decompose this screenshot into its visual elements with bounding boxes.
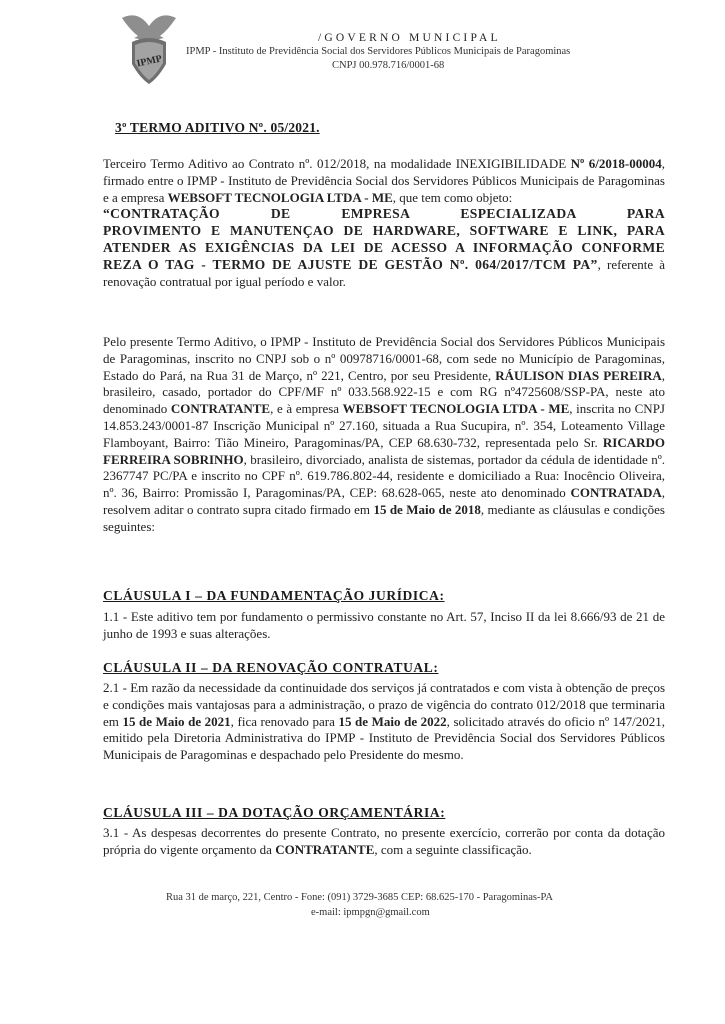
intro-paragraph: Terceiro Termo Aditivo ao Contrato nº. 012/2018, na modalidade INEXIGIBILIDADE Nº 6/2018-00004, firmado entre o IPMP - Instituto de Previdência Social dos Servidores Públicos Municipais de Paragominas e a empresa WEBSOFT TECNOLOGIA LTDA - ME, que tem como objeto: “CONTRATAÇÃO DE EMPRESA ESPECIALIZADA PARA PROVIMENTO E MANUTENÇAO DE HARDWARE, SOFTWARE E LINK, PARA ATENDER AS EXIGÊNCIAS DA LEI DE ACESSO A INFORMAÇÃO CONFORME REZA O TAG - TERMO DE AJUSTE DE GESTÃO Nº. 064/2017/TCM PA”, referente à renovação contratual por igual período e valor. (103, 156, 665, 289)
footer-address: Rua 31 de março, 221, Centro - Fone: (091) 3729-3685 CEP: 68.625-170 - Paragominas-PA (166, 892, 553, 903)
clause-1-text: 1.1 - Este aditivo tem por fundamento o permissivo constante no Art. 57, Inciso II da lei 8.666/93 de 21 de junho de 1993 e suas alterações. (103, 609, 665, 641)
contract-object-line-2: PROVIMENTO E MANUTENÇAO DE HARDWARE, SOFTWARE E LINK, PARA (103, 223, 665, 239)
logo-text: IPMP (135, 53, 163, 70)
institute-name: IPMP - Instituto de Previdência Social dos Servidores Públicos Municipais de Paragominas (186, 46, 571, 57)
contract-object-line-3: ATENDER AS EXIGÊNCIAS DA LEI DE ACESSO A INFORMAÇÃO CONFORME (103, 239, 665, 255)
document-title: 3º TERMO ADITIVO Nº. 05/2021. (115, 120, 320, 135)
clause-2-text: 2.1 - Em razão da necessidade da continuidade dos serviços já contratados e com vista à obtenção de preços e condições mais vantajosas para a administração, o prazo de vigência do contrato 012/2018 que terminaria em 15 de Maio de 2021, fica renovado para 15 de Maio de 2022, solicitado através do oficio nº 147/2021, emitido pela Diretoria Administrativa do IPMP - Instituto de Previdência Social dos Servidores Públicos Municipais de Paragominas e despachado pelo Presidente do mesmo. (103, 680, 665, 763)
ipmp-logo-icon (118, 8, 180, 86)
clause-3-heading: CLÁUSULA III – DA DOTAÇÃO ORÇAMENTÁRIA: (103, 805, 446, 820)
parties-paragraph: Pelo presente Termo Aditivo, o IPMP - Instituto de Previdência Social dos Servidores Públicos Municipais de Paragominas, inscrito no CNPJ sob o nº 00978716/0001-68, com sede no Município de Paragominas, Estado do Pará, na Rua 31 de Março, nº 221, Centro, por seu Presidente, RÁULISON DIAS PEREIRA, brasileiro, casado, portador do CPF/MF nº 033.568.922-15 e com RG nº4725608/SSP-PA, neste ato denominado CONTRATANTE, e à empresa WEBSOFT TECNOLOGIA LTDA - ME, inscrita no CNPJ 14.853.243/0001-87 Inscrição Municipal nº 27.160, situada a Rua Sucupira, nº. 354, Loteamento Village Flamboyant, Bairro: Tião Mineiro, Paragominas/PA, CEP 68.630-732, representada pelo Sr. RICARDO FERREIRA SOBRINHO, brasileiro, divorciado, analista de sistemas, portador da cédula de identidade nº. 2367747 PC/PA e inscrito no CPF nº. 619.786.802-44, residente e domiciliado a Rua: Inocêncio Oliveira, nº. 36, Bairro: Promissão I, Paragominas/PA, CEP: 68.628-065, neste ato denominado CONTRATADA, resolvem aditar o contrato supra citado firmado em 15 de Maio de 2018, mediante as cláusulas e condições seguintes: (103, 334, 665, 534)
clause-2-heading: CLÁUSULA II – DA RENOVAÇÃO CONTRATUAL: (103, 660, 439, 675)
footer-email: e-mail: ipmpgn@gmail.com (311, 907, 430, 918)
clause-3-text: 3.1 - As despesas decorrentes do presente Contrato, no presente exercício, correrão por conta da dotação própria do vigente orçamento da CONTRATANTE, com a seguinte classificação. (103, 825, 665, 857)
institute-cnpj: CNPJ 00.978.716/0001-68 (332, 60, 445, 71)
contract-object-line-1: “CONTRATAÇÃO DE EMPRESA ESPECIALIZADA PARA (103, 206, 665, 222)
clause-1-heading: CLÁUSULA I – DA FUNDAMENTAÇÃO JURÍDICA: (103, 588, 445, 603)
org-title: /GOVERNO MUNICIPAL (318, 32, 501, 44)
contract-object-line-4: REZA O TAG - TERMO DE AJUSTE DE GESTÃO Nº. 064/2017/TCM PA” (103, 256, 598, 272)
